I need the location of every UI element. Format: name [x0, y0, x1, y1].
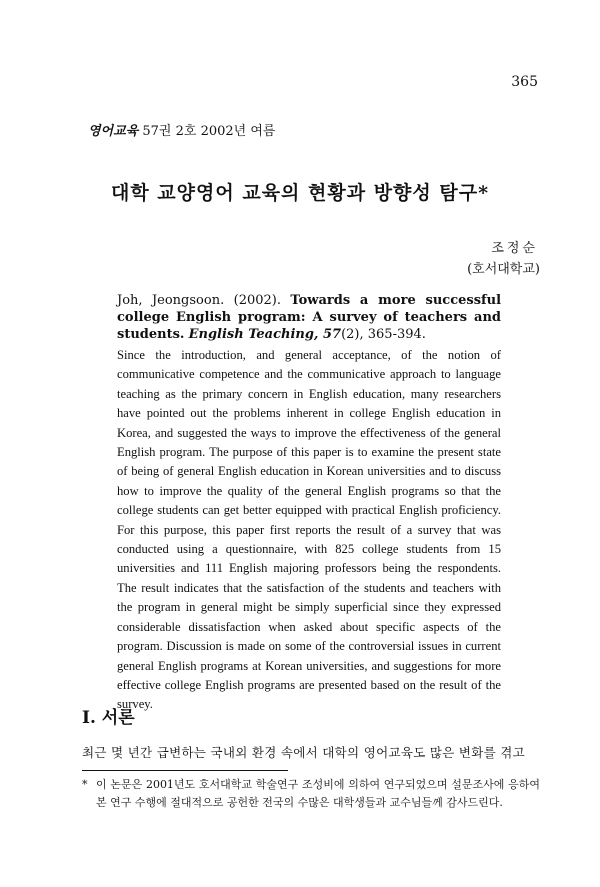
citation-journal: English Teaching, 57 [188, 327, 342, 342]
citation [117, 292, 501, 343]
journal-name: 영어교육 [88, 124, 139, 139]
journal-issue: 57권 2호 2002년 여름 [142, 124, 276, 139]
body-text: 최근 몇 년간 급변하는 국내외 환경 속에서 대학의 영어교육도 많은 변화를 겪고 [82, 745, 526, 760]
journal-header [88, 120, 275, 139]
citation-issue-pages: (2), 365-394. [341, 327, 426, 342]
section-number: I. [82, 708, 96, 728]
abstract: Since the introduction, and general acceptance, of the notion of communicative competence and the communicative approach to language teaching as the primary concern in English education, many researchers have pointed out the problems inherent in college English education in Korea, and suggested the ways to improve the effectiveness of the general English program. The purpose of this paper is to examine the present state of being of general English education in Korean universities and to discuss how to improve the quality of the general English programs so that the college students can get better equipped with practical English proficiency. For this purpose, this paper first reports the result of a survey that was conducted using a questionnaire, with 825 college students from 15 universities and 111 English majoring professors being the respondents. The result indicates that the satisfaction of the students and teachers with the program in general might be simply superficial since they expressed considerable dissatisfaction when asked about specific aspects of the program. Discussion is made on some of the controversial issues in current general English programs at Korean universities, and suggestions for more effective college English programs are presented based on the result of the survey. [117, 348, 501, 712]
footnote-text: 이 논문은 2001년도 호서대학교 학술연구 조성비에 의하여 연구되었으며 설문조사에 응하여 본 연구 수행에 절대적으로 공헌한 전국의 수많은 대학생들과 교수님들께 감사드린다. [96, 778, 540, 809]
section-heading [82, 703, 135, 728]
footnote-marker: * [82, 778, 88, 791]
footnote [82, 776, 540, 812]
page-number: 365 [511, 74, 538, 90]
author-affiliation: (호서대학교) [467, 262, 540, 277]
section-title: 서론 [101, 708, 135, 728]
footnote-divider [82, 770, 288, 771]
author-name: 조정순 [491, 241, 538, 256]
citation-authors-year: Joh, Jeongsoon. (2002). [117, 293, 291, 308]
paper-title: 대학 교양영어 교육의 현황과 방향성 탐구* [110, 182, 490, 204]
citation-article-title: Towards a more successful college English program: A survey of teachers and students. [117, 293, 502, 342]
